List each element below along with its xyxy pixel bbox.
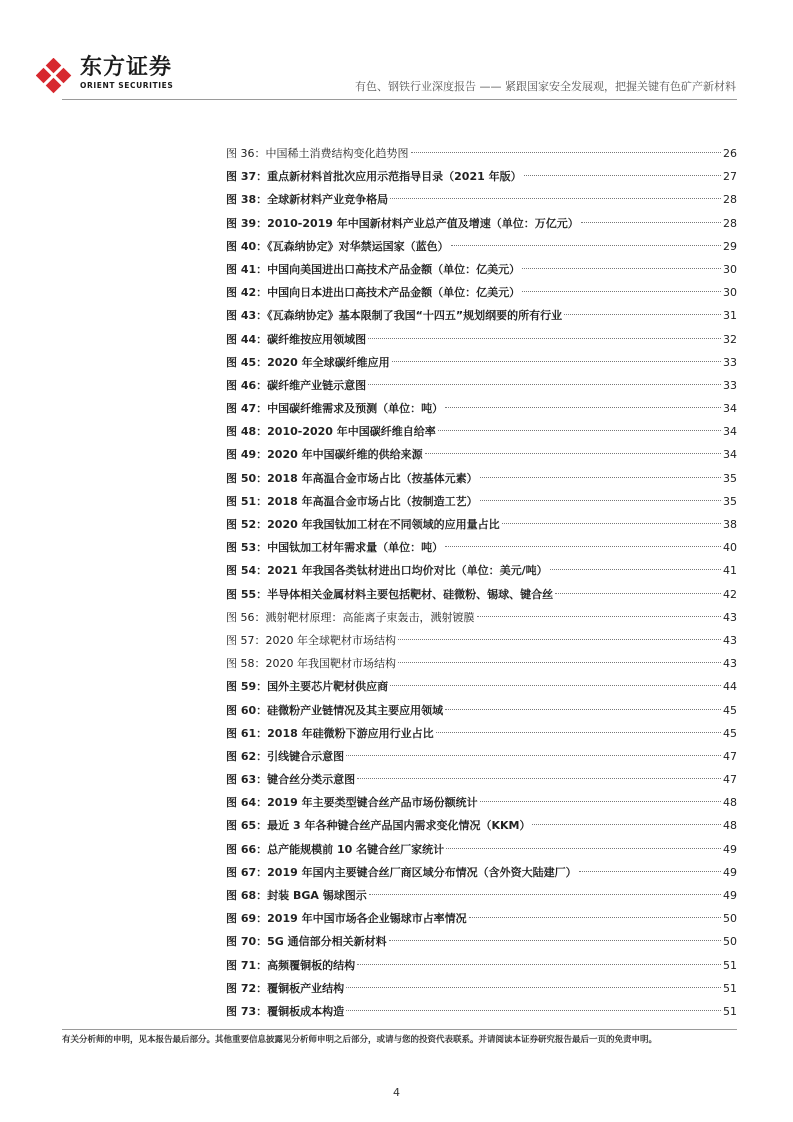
toc-leader-dots [550,569,721,570]
toc-entry-label: 图 63：键合丝分类示意图 [226,773,356,787]
toc-entry-page: 30 [723,286,737,300]
toc-leader-dots [392,361,721,362]
toc-entry-page: 35 [723,494,737,508]
toc-entry[interactable] [226,884,737,907]
disclaimer-text: 有关分析师的申明，见本报告最后部分。其他重要信息披露见分析师申明之后部分，或请与您的投资代表联系。并请阅读本证券研究报告最后一页的免责申明。 [62,1035,658,1045]
toc-entry-label: 图 36：中国稀土消费结构变化趋势图 [226,147,409,160]
toc-entry[interactable] [226,188,737,211]
toc-entry[interactable] [226,583,737,606]
toc-entry[interactable] [226,328,737,351]
toc-entry-label: 图 39：2010-2019 年中国新材料产业总产值及增速（单位：万亿元） [226,216,579,230]
toc-entry[interactable] [226,907,737,930]
toc-entry-page: 48 [723,819,737,833]
toc-leader-dots [368,338,721,339]
toc-entry-label: 图 70：5G 通信部分相关新材料 [226,935,387,949]
toc-entry-label: 图 42：中国向日本进出口高技术产品金额（单位：亿美元） [226,286,521,300]
toc-entry-page: 33 [723,355,737,369]
toc-entry-label: 图 57：2020 年全球靶材市场结构 [226,633,396,647]
footer-divider [62,1029,737,1030]
page-number: 4 [393,1086,400,1099]
toc-leader-dots [398,662,721,663]
toc-entry-label: 图 60：硅微粉产业链情况及其主要应用领域 [226,703,444,717]
toc-entry-label: 图 47：中国碳纤维需求及预测（单位：吨） [226,402,444,416]
toc-entry-label: 图 59：国外主要芯片靶材供应商 [226,680,389,694]
toc-entry-page: 43 [723,657,737,671]
toc-entry-page: 43 [723,633,737,647]
report-title: 有色、钢铁行业深度报告 —— 紧跟国家安全发展观，把握关键有色矿产新材料 [355,80,736,93]
toc-leader-dots [346,1010,721,1011]
toc-leader-dots [411,152,722,153]
toc-entry-page: 34 [723,448,737,462]
toc-entry-page: 28 [723,193,737,207]
toc-entry-label: 图 61：2018 年硅微粉下游应用行业占比 [226,726,434,740]
toc-entry-label: 图 58：2020 年我国靶材市场结构 [226,657,396,671]
toc-entry[interactable] [226,235,737,258]
toc-leader-dots [425,453,721,454]
toc-entry[interactable] [226,814,737,837]
toc-entry[interactable] [226,559,737,582]
toc-entry[interactable] [226,467,737,490]
toc-entry[interactable] [226,443,737,466]
toc-entry-label: 图 54：2021 年我国各类钛材进出口均价对比（单位：美元/吨） [226,564,548,578]
toc-leader-dots [436,732,721,733]
toc-entry-page: 47 [723,749,737,763]
toc-entry-page: 49 [723,889,737,902]
toc-leader-dots [579,871,721,872]
toc-entry-label: 图 73：覆铜板成本构造 [226,1004,345,1018]
toc-entry[interactable] [226,212,737,235]
toc-entry-page: 26 [723,147,737,160]
toc-leader-dots [555,593,721,594]
toc-leader-dots [480,801,721,802]
toc-leader-dots [369,894,721,895]
toc-entry[interactable] [226,304,737,327]
brand-name-cn: 东方证券 [80,55,173,80]
toc-leader-dots [532,824,721,825]
toc-entry[interactable] [226,165,737,188]
toc-entry-page: 41 [723,564,737,578]
toc-entry[interactable] [226,652,737,675]
brand-wordmark [80,56,173,90]
toc-entry-label: 图 48：2010-2020 年中国碳纤维自给率 [226,425,436,439]
toc-entry-label: 图 67：2019 年国内主要键合丝厂商区域分布情况（含外资大陆建厂） [226,865,577,879]
toc-entry[interactable] [226,699,737,722]
toc-entry[interactable] [226,675,737,698]
toc-leader-dots [357,778,721,779]
toc-entry[interactable] [226,374,737,397]
toc-entry[interactable] [226,722,737,745]
toc-entry[interactable] [226,930,737,953]
toc-entry-label: 图 51：2018 年高温合金市场占比（按制造工艺） [226,494,478,508]
toc-entry-label: 图 40：《瓦森纳协定》对华禁运国家（蓝色） [226,239,449,253]
toc-leader-dots [445,407,721,408]
toc-leader-dots [524,175,721,176]
figure-index-list [226,142,737,1023]
toc-entry-label: 图 69：2019 年中国市场各企业锡球市占率情况 [226,912,467,926]
toc-entry-page: 51 [723,1004,737,1018]
toc-entry-page: 34 [723,425,737,439]
toc-entry[interactable] [226,513,737,536]
toc-entry[interactable] [226,536,737,559]
toc-entry[interactable] [226,281,737,304]
toc-entry-label: 图 41：中国向美国进出口高技术产品金额（单位：亿美元） [226,262,521,276]
toc-entry[interactable] [226,629,737,652]
toc-entry[interactable] [226,397,737,420]
toc-entry-page: 51 [723,958,737,972]
toc-entry-label: 图 53：中国钛加工材年需求量（单位：吨） [226,541,444,555]
toc-entry-page: 49 [723,865,737,879]
toc-entry[interactable] [226,142,737,165]
toc-entry-page: 34 [723,402,737,416]
toc-leader-dots [522,268,721,269]
toc-entry-label: 图 46：碳纤维产业链示意图 [226,378,367,392]
toc-leader-dots [480,500,721,501]
toc-entry-label: 图 55：半导体相关金属材料主要包括靶材、硅微粉、锡球、键合丝 [226,587,554,601]
toc-leader-dots [390,685,721,686]
toc-entry-label: 图 49：2020 年中国碳纤维的供给来源 [226,448,423,462]
toc-leader-dots [357,964,721,965]
toc-leader-dots [477,616,722,617]
toc-leader-dots [445,709,721,710]
toc-entry-label: 图 68：封装 BGA 锡球图示 [226,889,367,902]
toc-entry[interactable] [226,791,737,814]
toc-leader-dots [446,848,721,849]
toc-entry[interactable] [226,606,737,629]
toc-entry-page: 50 [723,912,737,926]
toc-entry-label: 图 64：2019 年主要类型键合丝产品市场份额统计 [226,796,478,810]
toc-leader-dots [581,222,721,223]
toc-entry[interactable] [226,258,737,281]
toc-entry-page: 38 [723,518,737,531]
orient-securities-logo-icon [36,58,72,94]
toc-leader-dots [451,245,721,246]
toc-entry-label: 图 45：2020 年全球碳纤维应用 [226,355,390,369]
toc-leader-dots [346,755,721,756]
toc-entry-label: 图 50：2018 年高温合金市场占比（按基体元素） [226,471,478,485]
toc-entry-label: 图 72：覆铜板产业结构 [226,981,345,995]
toc-entry-page: 45 [723,703,737,717]
toc-entry-label: 图 37：重点新材料首批次应用示范指导目录（2021 年版） [226,170,522,184]
toc-entry-page: 50 [723,935,737,949]
toc-entry-page: 30 [723,262,737,276]
toc-leader-dots [368,384,721,385]
toc-entry-page: 29 [723,239,737,253]
toc-entry-page: 44 [723,680,737,694]
header-divider [62,99,737,100]
toc-entry-page: 43 [723,610,737,624]
toc-entry-page: 27 [723,170,737,184]
page-header [0,0,793,110]
toc-entry-page: 42 [723,587,737,601]
toc-leader-dots [502,523,721,524]
toc-entry[interactable] [226,420,737,443]
toc-leader-dots [469,917,721,918]
toc-entry-page: 28 [723,216,737,230]
toc-entry[interactable] [226,490,737,513]
toc-entry[interactable] [226,745,737,768]
toc-entry-label: 图 62：引线键合示意图 [226,749,345,763]
toc-entry[interactable] [226,861,737,884]
toc-entry-label: 图 65：最近 3 年各种键合丝产品国内需求变化情况（KKM） [226,819,531,833]
toc-leader-dots [346,987,721,988]
toc-entry-page: 40 [723,541,737,555]
toc-leader-dots [398,639,721,640]
toc-entry[interactable] [226,838,737,861]
toc-entry-label: 图 66：总产能规模前 10 名键合丝厂家统计 [226,842,445,856]
toc-leader-dots [522,291,721,292]
toc-entry[interactable] [226,351,737,374]
toc-entry-label: 图 43：《瓦森纳协定》基本限制了我国“十四五”规划纲要的所有行业 [226,309,563,323]
toc-leader-dots [390,198,721,199]
toc-leader-dots [480,477,721,478]
toc-entry-page: 45 [723,726,737,740]
toc-entry-page: 35 [723,471,737,485]
toc-entry-label: 图 38：全球新材料产业竞争格局 [226,193,389,207]
toc-entry-page: 48 [723,796,737,810]
toc-leader-dots [438,430,721,431]
toc-entry-page: 31 [723,309,737,323]
toc-entry[interactable] [226,977,737,1000]
toc-entry[interactable] [226,768,737,791]
toc-entry-page: 33 [723,378,737,392]
toc-entry-label: 图 56：溅射靶材原理：高能离子束轰击，溅射镀膜 [226,610,475,624]
toc-entry-page: 47 [723,773,737,787]
toc-entry-page: 51 [723,981,737,995]
toc-entry[interactable] [226,954,737,977]
toc-entry-page: 32 [723,332,737,346]
toc-leader-dots [389,940,721,941]
toc-leader-dots [564,314,721,315]
toc-entry-page: 49 [723,842,737,856]
toc-entry-label: 图 52：2020 年我国钛加工材在不同领域的应用量占比 [226,518,500,531]
toc-entry[interactable] [226,1000,737,1023]
toc-leader-dots [445,546,721,547]
brand-name-en: ORIENT SECURITIES [80,81,174,90]
toc-entry-label: 图 44：碳纤维按应用领域图 [226,332,367,346]
toc-entry-label: 图 71：高频覆铜板的结构 [226,958,356,972]
